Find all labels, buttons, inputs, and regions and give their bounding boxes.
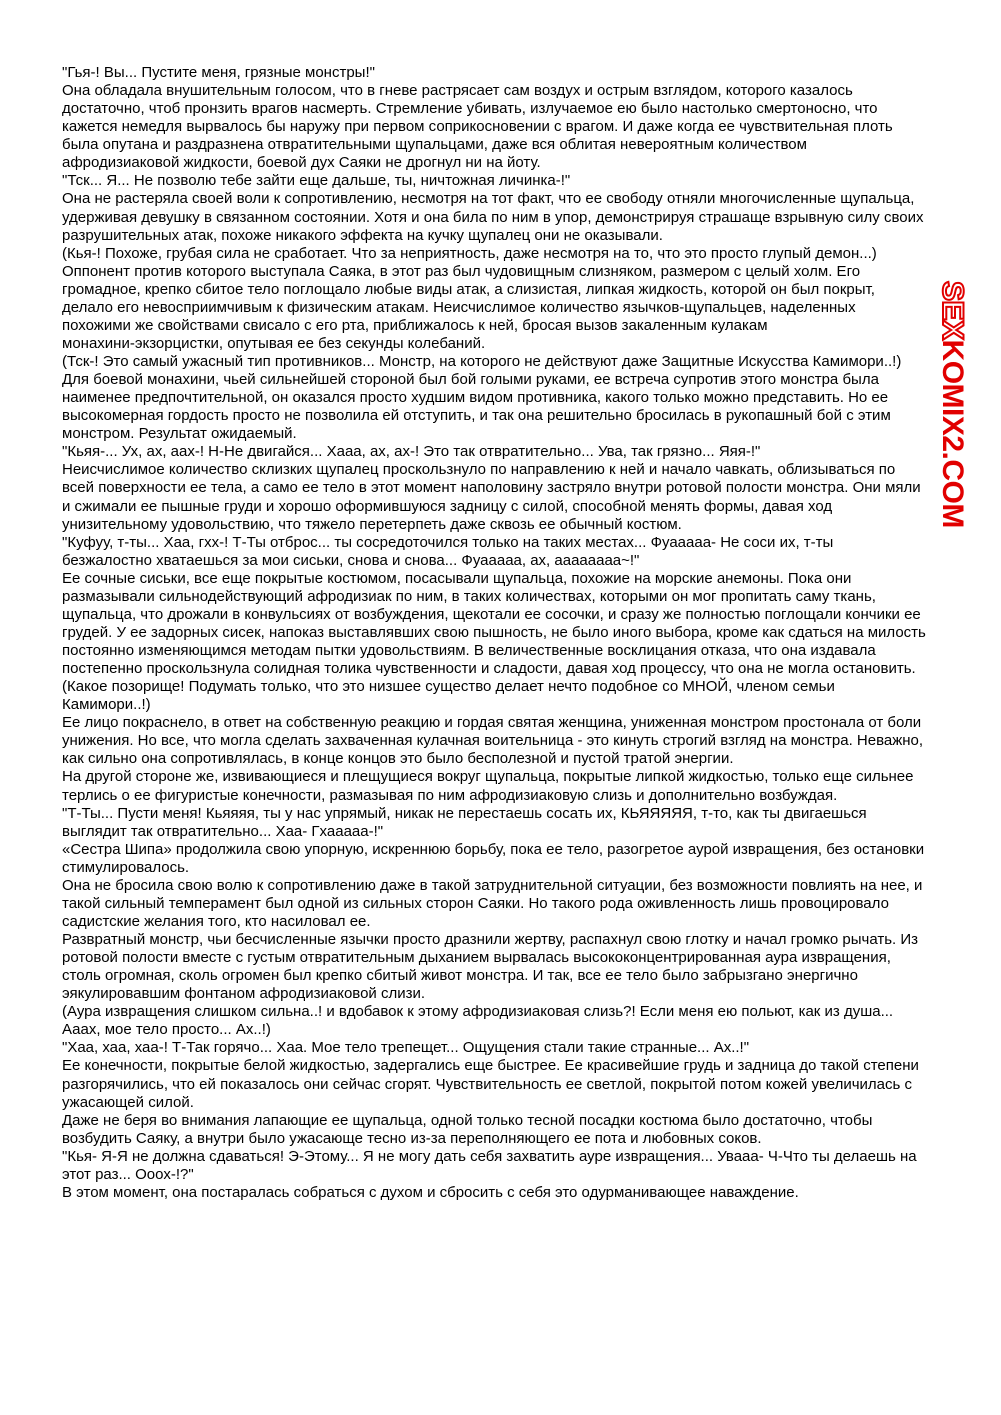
site-watermark <box>935 281 969 528</box>
text-line: как сильно она сопротивлялась, в конце концов это было бесполезной и пустой тратой энергии. <box>62 750 734 768</box>
text-line: "Кьяя-... Ух, ах, аах-! Н-Не двигайся... Хааа, ах, ах-! Это так отвратительно... Ува, так грязно... Яяя-!" <box>62 443 761 461</box>
text-line: "Т-Ты... Пусти меня! Кьяяяя, ты у нас упрямый, никак не перестаешь сосать их, КЬЯЯЯЯЯ, т-то, как ты двигаешься <box>62 804 867 822</box>
text-line: делало его невосприимчивым к физическим атакам. Неисчислимое количество язычков-щупальцев, наделенных <box>62 298 856 316</box>
watermark-outline-text: SEX <box>936 281 969 340</box>
text-line: На другой стороне же, извивающиеся и плещущиеся вокруг щупальца, покрытые липкой жидкостью, только еще сильнее <box>62 768 914 786</box>
text-line: размазывали сильнодействующий афродизиак по ним, в таких количествах, которыми он мог пропитать саму ткань, <box>62 587 876 605</box>
text-line: столь огромная, сколь огромен был крепко сбитый живот монстра. И так, все ее тело было забрызгано энергично <box>62 967 858 985</box>
text-line: эякулировавшим фонтаном афродизиаковой слизи. <box>62 985 426 1003</box>
text-line: высокомерная гордость просто не позволила ей отступить, и так она решительно бросилась в рукопашный бой с этим <box>62 407 891 425</box>
text-line: выглядит так отвратительно... Хаа- Гхааааа-!" <box>62 822 384 840</box>
text-line: терлись о ее фигуристые конечности, размазывая по ним афродизиаковую слизь и дополнительно возбуждая. <box>62 786 838 804</box>
text-line: безжалостно хватаешься за мои сиськи, снова и снова... Фуааааа, ах, аааааааа~!" <box>62 551 640 569</box>
text-line: Камимори..!) <box>62 696 151 714</box>
text-line: Она не бросила свою волю к сопротивлению даже в такой затруднительной ситуации, без возможности повлиять на нее, и <box>62 876 923 894</box>
text-line: Развратный монстр, чьи бесчисленные язычки просто дразнили жертву, распахнул свою глотку и начал громко рычать. Из <box>62 931 919 948</box>
text-line: (Аура извращения слишком сильна..! и вдобавок к этому афродизиаковая слизь?! Если меня ею польют, как из душа... <box>62 1003 894 1021</box>
text-line: была опутана и раздразнена отвратительными щупальцами, даже вся облитая невероятным количеством <box>62 136 807 154</box>
text-line: "Тск... Я... Не позволю тебе зайти еще дальше, ты, ничтожная личинка-!" <box>62 172 571 190</box>
text-line: «Сестра Шипа» продолжила свою упорную, искреннюю борьбу, пока ее тело, разогретое аурой извращения, без остановки <box>62 840 925 858</box>
text-line: Ее лицо покраснело, в ответ на собственную реакцию и гордая святая женщина, униженная монстром простонала от боли <box>62 714 922 732</box>
text-line: разрушительных атак, похоже никакого эффекта на кучку щупалец они не оказывали. <box>62 226 663 244</box>
text-line: (Тск-! Это самый ужасный тип противников... Монстр, на которого не действуют даже Защитные Искусства Камимори..!) <box>62 353 902 370</box>
text-line: монахини-экзорцистки, опутывая ее без секунды колебаний. <box>62 334 486 352</box>
text-line: "Кья- Я-Я не должна сдаваться! Э-Этому... Я не могу дать себя захватить ауре извращения... Увааа- Ч-Что ты делаешь на <box>62 1147 917 1165</box>
text-line: садистские желания того, кто насиловал ее. <box>62 912 371 930</box>
text-line: афродизиаковой жидкости, боевой дух Саяки не дрогнул ни на йоту. <box>62 154 541 172</box>
text-line: кажется немедля вырвалось бы наружу при первом соприкосновении с врагом. И даже когда ее чувствительная плоть <box>62 118 893 136</box>
text-line: постепенно проскользнула солидная толика чувственности и сладости, давая ход процессу, что она не могла остановить. <box>62 660 916 678</box>
text-line: удерживая девушку в связанном состоянии. Хотя и она била по ним в упор, демонстрируя страшаще взрывную силу своих <box>62 208 924 226</box>
text-line: ротовой полости вместе с густым отвратительным дыханием вырвалась высококонцентрированная аура извращения, <box>62 949 891 967</box>
text-line: стимулировалось. <box>62 858 190 876</box>
text-line: унизительному удовольствию, что тяжело перетерпеть даже сквозь ее обычный костюм. <box>62 515 682 533</box>
text-line: громадное, крепко сбитое тело поглощало любые виды атак, а слизистая, липкая жидкость, которой он был покрыт, <box>62 280 875 298</box>
text-line: такой сильный темперамент был одной из сильных сторон Саяки. Но такого рода оживленность лишь провоцировало <box>62 894 889 912</box>
text-line: монстром. Результат ожидаемый. <box>62 425 297 443</box>
text-line: постоянно изменяющимся методам пытки удовольствиям. В величественные восклицания отказа, что она издавала <box>62 642 876 659</box>
text-line: грудей. У ее задорных сисек, напоказ выставлявших свою пышность, не было иного выбора, кроме как сдаться на милость <box>62 623 926 641</box>
text-line: возбудить Саяку, а внутри было ужасающе тесно из-за переполняющего ее пота и любовных соков. <box>62 1129 762 1147</box>
text-line: Для боевой монахини, чьей сильнейшей стороной был бой голыми руками, ее встреча супротив этого монстра была <box>62 371 879 389</box>
text-line: и сжимали ее пышные груди и хорошо оформившуюся задницу с силой, способной менять формы, давая ход <box>62 497 833 515</box>
text-line: Даже не беря во внимания лапающие ее щупальца, одной только тесной посадки костюма было достаточно, чтобы <box>62 1111 873 1129</box>
text-line: (Какое позорище! Подумать только, что это низшее существо делает нечто подобное со МНОЙ, членом семьи <box>62 678 835 696</box>
text-line: похожими же свойствами свисало с его рта, приближалось к ней, бросая вызов закаленным кулакам <box>62 316 768 334</box>
text-line: унижения. Но все, что могла сделать захваченная кулачная воительница - это кинуть строгий взгляд на монстра. Неважно, <box>62 732 924 750</box>
text-line: (Кья-! Похоже, грубая сила не сработает. Что за неприятность, даже несмотря на то, что это просто глупый демон...) <box>62 244 877 262</box>
text-line: Она обладала внушительным голосом, что в гневе растрясает сам воздух и острым взглядом, которого казалось <box>62 82 853 100</box>
text-line: Неисчислимое количество склизких щупалец проскользнуло по направлению к ней и начало чавкать, облизываться по <box>62 461 896 479</box>
story-text-block <box>62 64 972 1202</box>
text-line: Оппонент против которого выступала Саяка, в этот раз был чудовищным слизняком, размером с целый холм. Его <box>62 262 861 280</box>
text-line: "Куфуу, т-ты... Хаа, гхх-! Т-Ты отброс... ты сосредоточился только на таких местах... Фуааааа- Не соси их, т-ты <box>62 533 834 551</box>
text-line: Она не растеряла своей воли к сопротивлению, несмотря на тот факт, что ее свободу отняли многочисленные щупальца, <box>62 190 915 208</box>
text-line: Ее сочные сиськи, все еще покрытые костюмом, посасывали щупальца, похожие на морские анемоны. Пока они <box>62 569 852 587</box>
text-line: ужасающей силой. <box>62 1093 194 1111</box>
text-line: Ее конечности, покрытые белой жидкостью, задергались еще быстрее. Ее красивейшие грудь и задница до такой степени <box>62 1057 919 1075</box>
text-line: достаточно, чтоб пронзить врагов насмерть. Стремление убивать, излучаемое ею было настолько смертоносно, что <box>62 100 878 118</box>
text-line: щупальца, что дрожали в конвульсиях от возбуждения, щекотали ее сосочки, и сразу же полностью поглощали кончики ее <box>62 605 921 623</box>
text-line: "Хаа, хаа, хаа-! Т-Так горячо... Хаа. Мое тело трепещет... Ощущения стали такие странные... Ах..!" <box>62 1039 750 1057</box>
text-line: этот раз... Ооох-!?" <box>62 1165 194 1183</box>
text-line: наименее предпочтительной, он оказался просто худшим видом противника, какого только можно представить. Но ее <box>62 389 889 407</box>
text-line: всей поверхности ее тела, а само ее тело в этот момент наполовину застряло внутри ротовой полости монстра. Они мяли <box>62 479 921 497</box>
text-line: В этом момент, она постаралась собраться с духом и сбросить с себя это одурманивающее наваждение. <box>62 1183 799 1201</box>
text-line: "Гья-! Вы... Пустите меня, грязные монстры!" <box>62 64 375 81</box>
text-line: Ааах, мое тело просто... Ах..!) <box>62 1021 271 1039</box>
watermark-solid-text: KOMIX2.COM <box>936 339 969 528</box>
text-line: разгорячились, что ей показалось они сейчас сгорят. Чувствительность ее светлой, покрытой потом кожей увеличилась с <box>62 1075 912 1093</box>
